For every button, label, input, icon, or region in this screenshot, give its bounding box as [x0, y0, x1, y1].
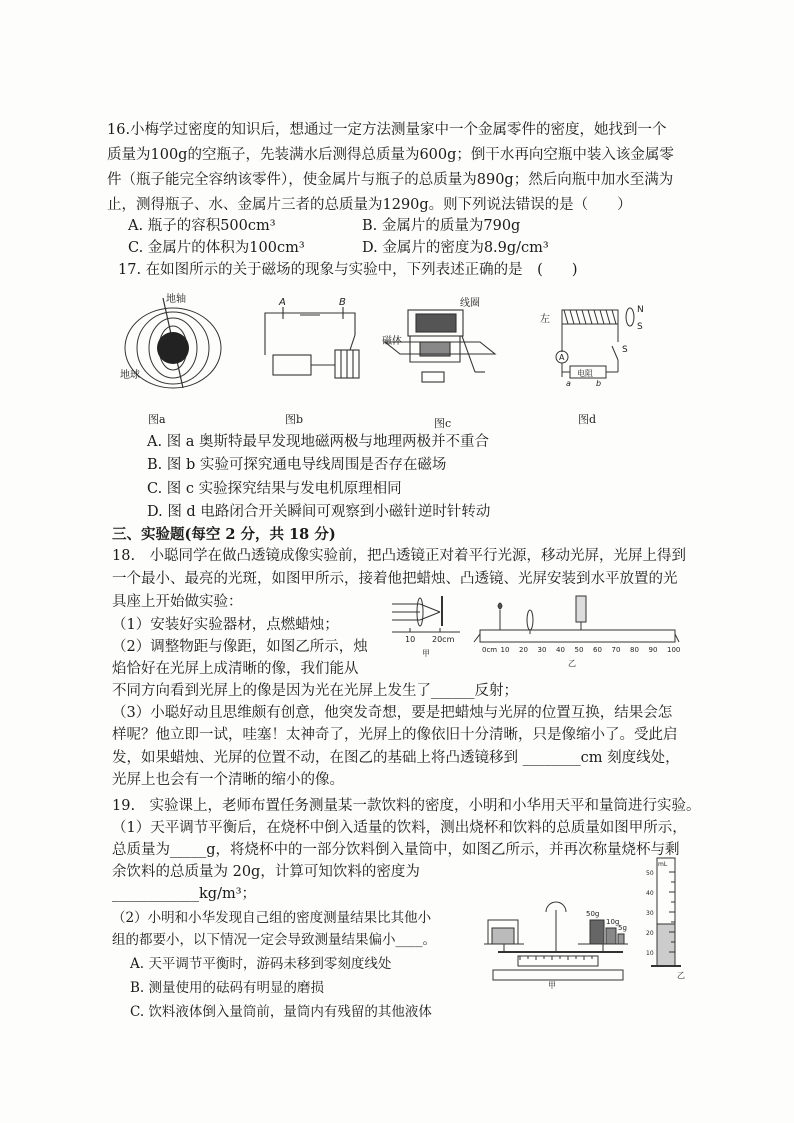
q18-item-2-line-3: 不同方向看到光屏上的像是因为光在光屏上发生了______反射；: [112, 683, 518, 699]
figure-d-a-label: a: [566, 379, 571, 387]
q18-jia-tick-20: 20cm: [432, 635, 455, 644]
figure-b-label-b: B: [339, 297, 346, 308]
figure-b-caption: 图b: [285, 413, 304, 426]
q19-yi-tick-label: 20: [646, 930, 654, 937]
q19-figure-yi-cylinder: [645, 852, 685, 980]
q19-jia-weight-50g: 50g: [586, 910, 600, 918]
q18-yi-tick-labels: [482, 646, 680, 654]
q19-line-1: 19. 实验课上，老师布置任务测量某一款饮料的密度，小明和小华用天平和量筒进行实验。: [112, 798, 701, 814]
figure-c-caption: 图c: [434, 417, 452, 430]
q19-line-4: 余饮料的总质量为 20g，计算可知饮料的密度为: [112, 864, 420, 880]
q18-item-3-line-2: 样呢？他立即一试，哇塞！太神奇了，光屏上的像依旧十分清晰，只是像缩小了。受此启: [112, 727, 678, 743]
figure-d-solenoid-circuit: [540, 302, 650, 387]
q18-yi-tick-label: 80: [630, 646, 639, 654]
q18-figure-yi-optical-bench: [470, 590, 680, 668]
q19-figure-jia-balance: [478, 890, 638, 990]
q19-line-3: 总质量为_____g，将烧杯中的一部分饮料倒入量筒中，如图乙所示，并再次称量烧杯与剩: [112, 842, 680, 858]
q16-line-3: 件（瓶子能完全容纳该零件），使金属片与瓶子的总质量为890g；然后向瓶中加水至满为: [107, 172, 674, 188]
q16-option-a: A. 瓶子的容积500cm³: [128, 218, 276, 234]
q18-yi-tick-label: 60: [593, 646, 602, 654]
figure-d-caption: 图d: [578, 413, 597, 426]
q18-yi-tick-label: 50: [574, 646, 584, 654]
q16-line-2: 质量为100g的空瓶子，先装满水后测得总质量为600g；倒干水再向空瓶中装入该金属零: [107, 147, 674, 163]
figure-b-wire-circuit: [255, 295, 370, 390]
q18-yi-tick-label: 90: [648, 646, 658, 654]
q18-yi-caption: 乙: [568, 659, 576, 668]
q18-yi-tick-label: 30: [537, 646, 547, 654]
q18-item-2-line-1: （2）调整物距与像距，如图乙所示，烛: [112, 639, 368, 655]
figure-d-switch-label: S: [622, 345, 628, 355]
q16-line-1: 16.小梅学过密度的知识后，想通过一定方法测量家中一个金属零件的密度，她找到一个: [107, 122, 667, 138]
q19-jia-caption: 甲: [548, 981, 556, 990]
q19-line-5: ____________kg/m³；: [112, 886, 257, 902]
q19-jia-weight-10g: 10g: [606, 918, 620, 926]
q18-yi-tick-label: 100: [667, 646, 680, 654]
q16-option-d: D. 金属片的密度为8.9g/cm³: [362, 240, 549, 256]
q17-option-a: A. 图 a 奥斯特最早发现地磁两极与地理两极并不重合: [147, 434, 490, 450]
q19-yi-tick-label: 10: [646, 950, 654, 957]
q19-yi-tick-label: 30: [646, 910, 654, 917]
q16-option-c: C. 金属片的体积为100cm³: [128, 240, 305, 256]
q18-yi-tick-label: 10: [500, 646, 510, 654]
q19-line-2: （1）天平调节平衡后，在烧杯中倒入适量的饮料，测出烧杯和饮料的总质量如图甲所示，: [112, 820, 687, 836]
figure-a-axis-label: 地轴: [166, 294, 186, 305]
q17-stem: 17. 在如图所示的关于磁场的现象与实验中，下列表述正确的是 ( ): [118, 262, 578, 278]
q18-jia-tick-10: 10: [405, 635, 416, 644]
q18-jia-caption: 甲: [422, 649, 430, 658]
q18-line-1: 18. 小聪同学在做凸透镜成像实验前，把凸透镜正对着平行光源，移动光屏，光屏上得到: [112, 548, 687, 564]
figure-d-rheostat-label: 电阻: [577, 369, 593, 378]
q18-figure-jia-focus: [390, 592, 462, 658]
figure-c-magnet-label: 磁体: [382, 336, 402, 347]
q18-item-3-line-1: （3）小聪好动且思维颇有创意，他突发奇想，要是把蜡烛与光屏的位置互换，结果会怎: [112, 705, 673, 721]
q19-yi-tick-label: 40: [646, 890, 654, 897]
q19-item-2-line-2: 组的都要小，以下情况一定会导致测量结果偏小____。: [112, 932, 436, 948]
q18-item-3-line-3: 发，如果蜡烛、光屏的位置不动，在图乙的基础上将凸透镜移到 ________cm 刻度线处，: [112, 750, 680, 766]
q19-item-2-line-1: （2）小明和小华发现自己组的密度测量结果比其他小: [112, 910, 432, 926]
q18-yi-tick-label: 40: [556, 646, 565, 654]
q18-yi-tick-label: 0cm: [482, 646, 498, 654]
q19-option-b: B. 测量使用的砝码有明显的磨损: [130, 980, 325, 996]
q18-item-3-line-4: 光屏上也会有一个清晰的缩小的像。: [112, 772, 344, 788]
q19-yi-tick-label: 50: [646, 870, 654, 877]
figure-b-label-a: A: [279, 297, 286, 308]
q18-line-3: 具座上开始做实验：: [112, 594, 243, 610]
figure-d-b-label: b: [596, 379, 602, 387]
q17-option-c: C. 图 c 实验探究结果与发电机原理相同: [147, 481, 402, 497]
figure-c-coil-label: 线圈: [460, 298, 480, 309]
q19-jia-weight-5g: 5g: [618, 924, 627, 932]
figure-d-left-label: 左: [540, 314, 550, 325]
figure-a-earth-label: 地球: [120, 370, 140, 381]
q19-option-a: A. 天平调节平衡时，游码未移到零刻度线处: [130, 956, 392, 972]
figure-d-s-label: S: [637, 322, 643, 332]
q19-yi-tick-labels: [646, 870, 654, 957]
q19-yi-caption: 乙: [677, 971, 685, 980]
q18-item-2-line-2: 焰恰好在光屏上成清晰的像，我们能从: [112, 661, 359, 677]
figure-c-coil-magnet: [380, 292, 505, 392]
q18-line-2: 一个最小、最亮的光斑，如图甲所示，接着他把蜡烛、凸透镜、光屏安装到水平放置的光: [112, 571, 678, 587]
q19-option-c: C. 饮料液体倒入量筒前，量筒内有残留的其他液体: [130, 1004, 432, 1020]
q18-yi-tick-label: 70: [611, 646, 621, 654]
q19-yi-unit: mL: [658, 861, 668, 868]
q17-option-d: D. 图 d 电路闭合开关瞬间可观察到小磁针逆时针转动: [147, 504, 491, 520]
figure-d-meter-label: A: [559, 353, 565, 362]
q16-line-4: 止，测得瓶子、水、金属片三者的总质量为1290g。则下列说法错误的是（ ）: [107, 197, 632, 213]
q17-option-b: B. 图 b 实验可探究通电导线周围是否存在磁场: [147, 457, 447, 473]
q18-yi-tick-label: 20: [519, 646, 528, 654]
figure-d-n-label: N: [637, 305, 644, 315]
figure-a-earth-magnetic-field: [118, 290, 228, 390]
figure-a-caption: 图a: [148, 413, 166, 426]
q16-option-b: B. 金属片的质量为790g: [362, 218, 521, 234]
section3-title: 三、实验题(每空 2 分，共 18 分): [112, 526, 336, 543]
q18-item-1: （1）安装好实验器材，点燃蜡烛；: [112, 617, 339, 633]
